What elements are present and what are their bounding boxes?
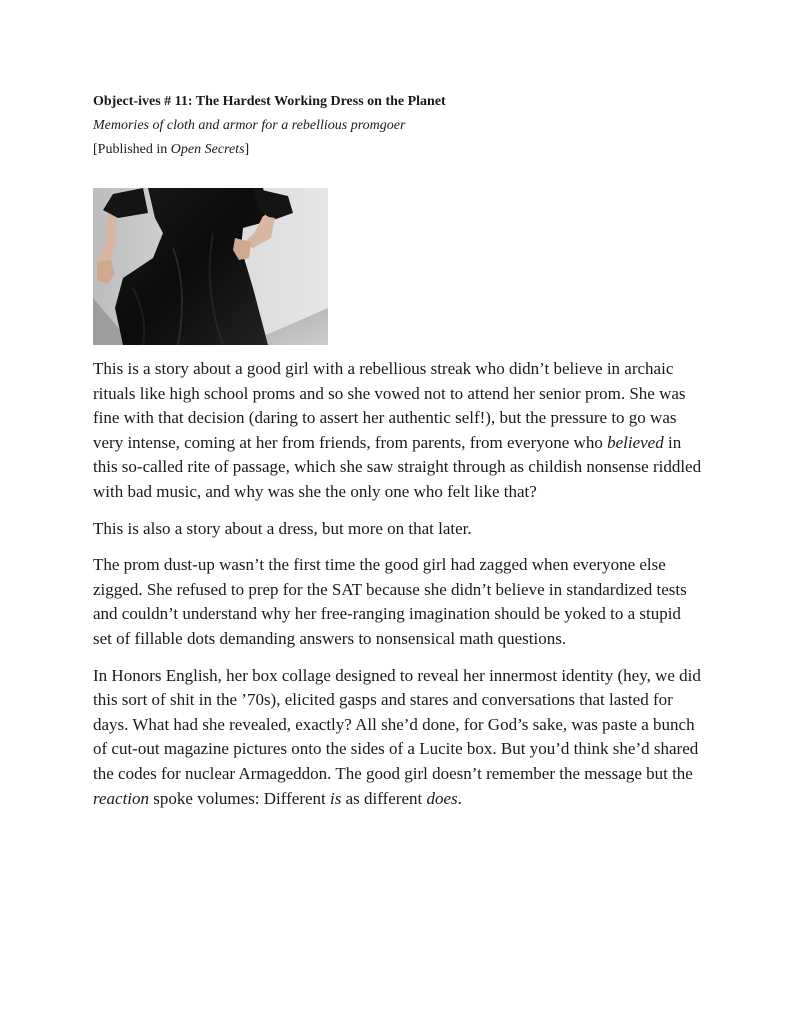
paragraph-1-text-b: in this so-called rite of passage, which she saw straight through as childish nonsense riddled with bad music, and why was she the only one who felt like that? xyxy=(93,432,702,501)
article-title: Object-ives # 11: The Hardest Working Dress on the Planet xyxy=(93,94,446,109)
publication-suffix: ] xyxy=(244,142,250,157)
publication-venue: Open Secrets xyxy=(170,142,245,157)
paragraph-2: This is also a story about a dress, but more on that later. xyxy=(93,518,472,538)
paragraph-4-emphasis-does: does xyxy=(426,788,458,808)
publication-prefix: [Published in xyxy=(93,142,171,157)
black-dress-photo xyxy=(93,188,328,345)
publication-line xyxy=(93,140,703,160)
article xyxy=(93,92,703,811)
paragraph-4-emphasis-reaction: reaction xyxy=(93,788,150,808)
paragraph-3: The prom dust-up wasn’t the first time the good girl had zagged when everyone else zigged. She refused to prep for the SAT because she didn’t believe in standardized tests and couldn’t understand why her free-ranging imagination should be yoked to a stupid set of fillable dots demanding answers to nonsensical math questions. xyxy=(93,555,687,648)
paragraph-1-text-a: This is a story about a good girl with a rebellious streak who didn’t believe in archaic rituals like high school proms and so she vowed not to attend her senior prom. She was fine with that decision (daring to assert her authentic self!), but the pressure to go was very intense, coming at her from friends, from parents, from everyone who xyxy=(93,359,686,452)
paragraph-1 xyxy=(93,357,703,505)
paragraph-4 xyxy=(93,664,703,812)
article-subtitle: Memories of cloth and armor for a rebellious promgoer xyxy=(93,118,406,133)
paragraph-4-text-d: . xyxy=(457,788,462,808)
paragraph-4-text-a: In Honors English, her box collage designed to reveal her innermost identity (hey, we did this sort of shit in the ’70s), elicited gasps and stares and conversations that lasted for days. What had she revealed, exactly? All she’d done, for God’s sake, was paste a bunch of cut-out magazine pictures onto the sides of a Lucite box. But you’d think she’d shared the codes for nuclear Armageddon. The good girl doesn’t remember the message but the xyxy=(93,665,701,783)
paragraph-4-emphasis-is: is xyxy=(330,788,342,808)
paragraph-4-text-b: spoke volumes: Different xyxy=(149,788,331,808)
paragraph-4-text-c: as different xyxy=(341,788,427,808)
paragraph-1-emphasis: believed xyxy=(607,432,664,452)
